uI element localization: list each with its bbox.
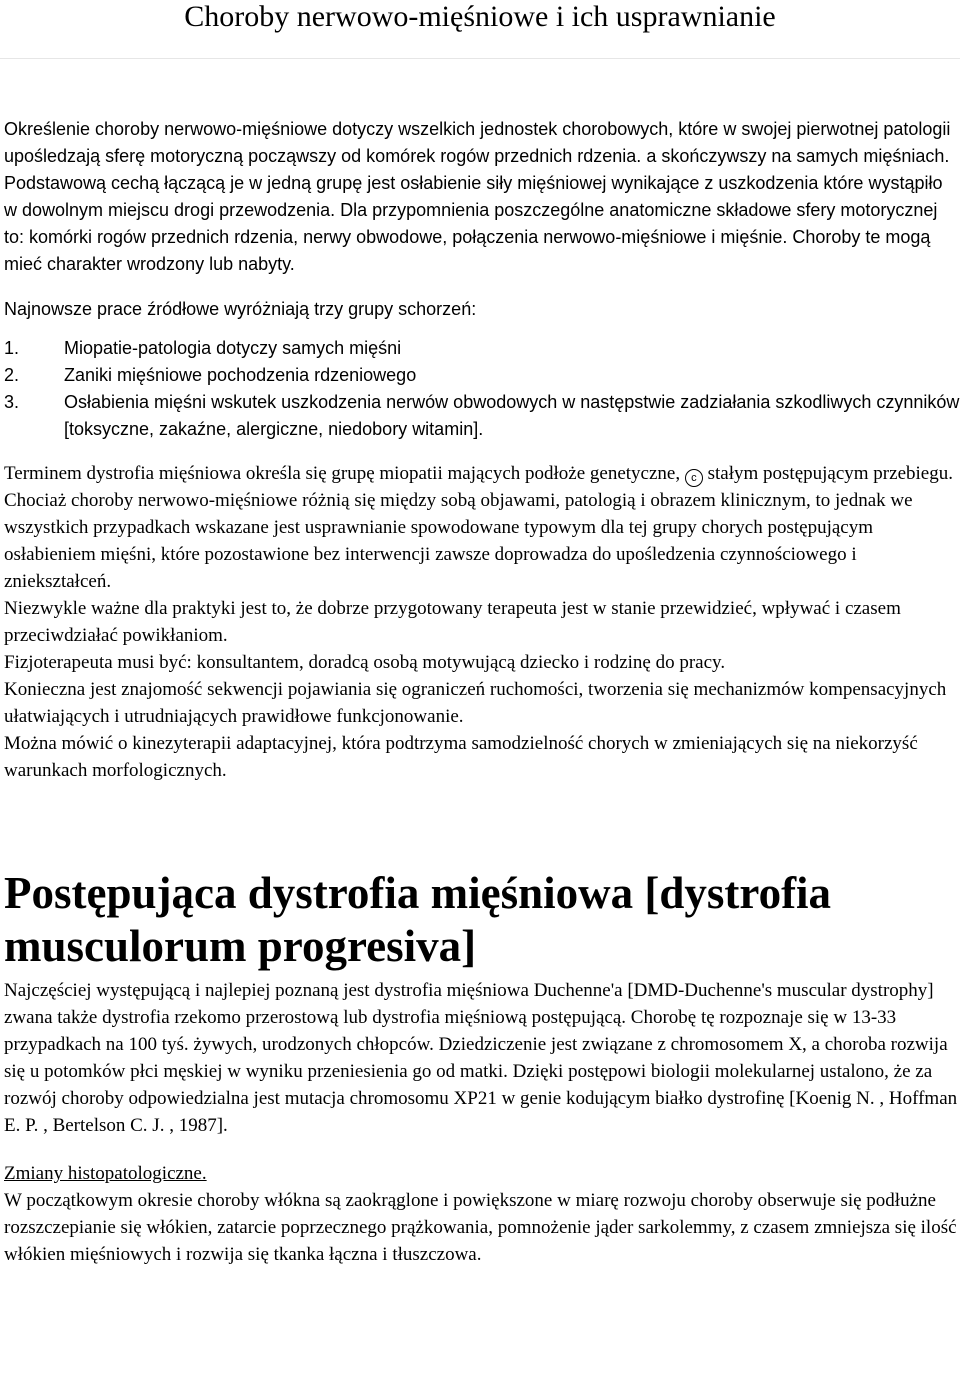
list-item-number: 3. xyxy=(4,392,20,412)
list-item-number: 1. xyxy=(4,338,20,358)
section-heading: Postępująca dystrofia mięśniowa [dystrofia musculorum progresiva] xyxy=(4,868,832,971)
dystrophy-definition-text-b: stałym postępującym przebiegu. Chociaż choroby nerwowo-mięśniowe różnią się między sobą objawami, patologią i obrazem klinicznym, to jednak we wszystkich przypadkach wskazane jest usprawnianie spowodowane typowym dla tej grupy chorych postępującym osłabieniem mięśni, które pozostawione bez interwencji zawsze doprowadza do upośledzenia czynnościowego i zniekształceń. xyxy=(4,463,953,592)
copyright-symbol-icon: c xyxy=(685,469,703,487)
groups-list xyxy=(4,335,960,443)
list-item-text: Zaniki mięśniowe pochodzenia rdzeniowego xyxy=(64,365,417,385)
groups-heading: Najnowsze prace źródłowe wyróżniają trzy grupy schorzeń: xyxy=(4,299,477,319)
list-item-number: 2. xyxy=(4,365,20,385)
dystrophy-definition-text-a: Terminem dystrofia mięśniowa określa się grupę miopatii mających podłoże genetyczne, xyxy=(4,463,681,484)
intro-paragraph xyxy=(4,116,960,278)
list-item xyxy=(4,389,960,443)
dystrophy-definition-paragraph xyxy=(4,460,960,595)
intro-text-part2: Podstawową cechą łączącą je w jedną grupę jest osłabienie siły mięśniowej wynikające z uszkodzenia które wystąpiło w dowolnym miejscu drogi przewodzenia. Dla przypomnienia poszczególne anatomiczne składowe sfery motorycznej to: komórki rogów przednich rdzenia, nerwy obwodowe, połączenia nerwowo-mięśniowe i mięśnie. Choroby te mogą mieć charakter wrodzony lub nabyty. xyxy=(4,173,943,274)
page-title: Choroby nerwowo-mięśniowe i ich usprawnianie xyxy=(184,0,776,33)
list-item xyxy=(4,362,960,389)
practice-paragraph: Niezwykle ważne dla praktyki jest to, że dobrze przygotowany terapeuta jest w stanie przewidzieć, wpływać i czasem przeciwdziałać powikłaniom. xyxy=(4,598,901,646)
document-body xyxy=(0,116,960,1268)
histopathology-subheading: Zmiany histopatologiczne. xyxy=(4,1163,207,1184)
duchenne-paragraph: Najczęściej występującą i najlepiej poznaną jest dystrofia mięśniowa Duchenne'a [DMD-Duchenne's muscular dystrophy] zwana także dystrofia rzekomo przerostową lub dystrofia mięśniową postępującą. Chorobę tę rozpoznaje się w 13-33 przypadkach na 100 tyś. żywych, urodzonych chłopców. Dziedziczenie jest związane z chromosomem X, a choroba rozwija się u potomków płci męskiej w wyniku przeniesienia go od matki. Dzięki postępowi biologii molekularnej ustalono, że za rozwój choroby odpowiedzialna jest mutacja chromosomu XP21 w genie kodującym białko dystrofinę [Koenig N. , Hoffman E. P. , Bertelson C. J. , 1987]. xyxy=(4,980,958,1136)
histopathology-paragraph: W początkowym okresie choroby włókna są zaokrąglone i powiększone w miarę rozwoju choroby obserwuje się podłużne rozszczepianie się włókien, zatarcie poprzecznego prążkowania, pomnożenie jąder sarkolemmy, z czasem zmniejsza się ilość włókien mięśniowych i rozwija się tkanka łączna i tłuszczowa. xyxy=(4,1190,957,1265)
title-divider xyxy=(0,58,960,59)
list-item xyxy=(4,335,960,362)
adaptive-kinesitherapy-paragraph: Można mówić o kinezyterapii adaptacyjnej, która podtrzyma samodzielność chorych w zmieniających się na niekorzyść warunkach morfologicznych. xyxy=(4,733,918,781)
intro-text-part1: Określenie choroby nerwowo-mięśniowe dotyczy wszelkich jednostek chorobowych, które w swojej pierwotnej patologii upośledzają sferę motoryczną począwszy od komórek rogów przednich rdzenia. a skończywszy na samych mięśniach. xyxy=(4,119,951,166)
physio-role-paragraph: Fizjoterapeuta musi być: konsultantem, doradcą osobą motywującą dziecko i rodzinę do pracy. xyxy=(4,652,726,673)
list-item-text: Miopatie-patologia dotyczy samych mięśni xyxy=(64,338,402,358)
list-item-text: Osłabienia mięśni wskutek uszkodzenia nerwów obwodowych w następstwie zadziałania szkodliwych czynników [toksyczne, zakaźne, alergiczne, niedobory witamin]. xyxy=(64,392,960,439)
sequence-paragraph: Konieczna jest znajomość sekwencji pojawiania się ograniczeń ruchomości, tworzenia się mechanizmów kompensacyjnych ułatwiających i utrudniających prawidłowe funkcjonowanie. xyxy=(4,679,947,727)
